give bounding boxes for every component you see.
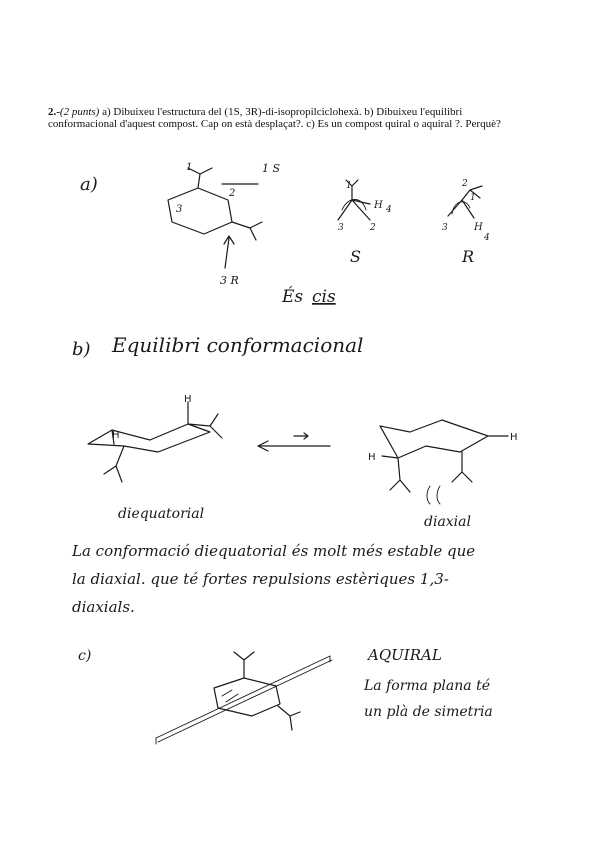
r-n3: 3 [442,223,448,233]
s-n2: 2 [370,223,376,233]
r-h: H [474,222,483,233]
part-c-verdict: AQUIRAL [368,646,442,664]
equilibrium-arrow [258,433,330,451]
conclusion-prefix: És [282,287,304,307]
part-c-reason-line2: un plà de simetria [364,704,493,720]
part-c-label: c) [78,648,92,664]
cyclohexane-structure-a [168,168,262,268]
question-points: (2 punts) [59,106,100,118]
part-c-reason-line1: La forma plana té [364,678,490,694]
planar-cyclohexane-with-mirror-plane [156,652,332,744]
s-h: H [374,200,383,211]
chair-diequatorial [88,402,222,482]
diequatorial-h-top: H [184,394,192,405]
r-descriptor: R [462,247,475,266]
ring-num-2: 2 [229,188,236,199]
r-center-sketch [448,186,482,218]
ring-num-1: 1 [186,162,193,173]
r-n1: 1 [470,193,476,203]
part-b-explanation-line1: La conformació diequatorial és molt més estable que [72,542,476,560]
part-b-title: Equilibri conformacional [112,333,364,357]
question-text: a) Dibuixeu l'estructura del (1S, 3R)-di-isopropilciclohexà. b) Dibuixeu l'equilibri conformacional d'aquest compost. Cap on està desplaçat?. c) Es un compost quiral o aquiral ?. Perquè? [48,106,501,130]
s-n4: 4 [386,205,392,215]
s-descriptor: S [350,247,361,266]
part-b-explanation-line2: la diaxial. que té fortes repulsions estèriques 1,3- [72,570,449,588]
part-b-label: b) [72,339,91,360]
c3-descriptor-label: 3 R [220,274,239,287]
r-n4: 4 [484,233,490,243]
chair-diaxial [380,420,508,504]
c1-descriptor-label: 1 S [262,162,281,175]
r-n2: 2 [462,179,468,189]
label-diequatorial: diequatorial [118,506,205,522]
part-a-label: a) [80,174,98,195]
label-diaxial: diaxial [424,514,471,530]
part-b-explanation-line3: diaxials. [72,598,135,616]
s-n3: 3 [338,223,344,233]
ring-num-3: 3 [176,204,183,215]
question-number: 2.- [48,106,60,118]
s-center-sketch [338,180,370,220]
diequatorial-h-left: H [112,430,120,441]
s-n1: 1 [346,181,352,191]
diaxial-h-right: H [510,432,518,443]
conclusion-word: cis [312,287,336,307]
diaxial-h-left: H [368,452,376,463]
